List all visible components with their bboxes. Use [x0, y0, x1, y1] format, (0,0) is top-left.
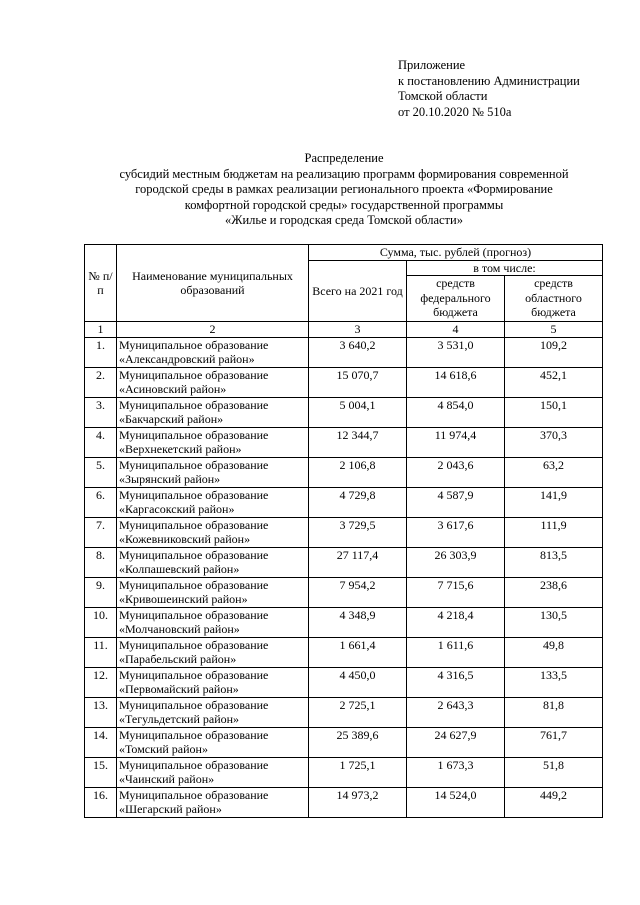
column-number: 3	[309, 322, 407, 338]
row-total: 3 729,5	[309, 517, 407, 547]
appendix-line: от 20.10.2020 № 510а	[398, 104, 512, 119]
title-line: Распределение	[304, 151, 384, 165]
row-name-line2: «Томский район»	[119, 742, 208, 756]
header-federal: средств федерального бюджета	[407, 276, 505, 322]
table-row	[85, 457, 603, 487]
row-name-line1: Муниципальное образование	[119, 607, 269, 622]
row-federal: 4 854,0	[407, 397, 505, 427]
row-federal: 1 611,6	[407, 637, 505, 667]
row-number: 7.	[85, 517, 117, 547]
row-regional: 238,6	[505, 577, 603, 607]
row-name-line1: Муниципальное образование	[119, 577, 269, 592]
row-name-line1: Муниципальное образование	[119, 787, 269, 802]
row-name-line2: «Первомайский район»	[119, 682, 239, 696]
row-number: 11.	[85, 637, 117, 667]
row-number: 12.	[85, 667, 117, 697]
table-row	[85, 727, 603, 757]
row-number: 3.	[85, 397, 117, 427]
row-name-line2: «Бакчарский район»	[119, 412, 224, 426]
row-regional: 109,2	[505, 337, 603, 367]
table-row	[85, 757, 603, 787]
row-total: 12 344,7	[309, 427, 407, 457]
row-number: 16.	[85, 787, 117, 817]
row-name	[117, 727, 309, 757]
table-row	[85, 397, 603, 427]
row-number: 5.	[85, 457, 117, 487]
row-number: 8.	[85, 547, 117, 577]
row-regional: 813,5	[505, 547, 603, 577]
table-row	[85, 487, 603, 517]
row-name-line1: Муниципальное образование	[119, 637, 269, 652]
row-name-line1: Муниципальное образование	[119, 517, 269, 532]
row-name	[117, 367, 309, 397]
row-federal: 1 673,3	[407, 757, 505, 787]
row-name-line1: Муниципальное образование	[119, 547, 269, 562]
table-row	[85, 547, 603, 577]
header-total: Всего на 2021 год	[309, 260, 407, 322]
header-sum: Сумма, тыс. рублей (прогноз)	[309, 245, 603, 261]
row-federal: 2 643,3	[407, 697, 505, 727]
table-row	[85, 667, 603, 697]
row-name-line2: «Колпашевский район»	[119, 562, 240, 576]
row-name-line1: Муниципальное образование	[119, 487, 269, 502]
row-name	[117, 787, 309, 817]
row-name-line2: «Кривошеинский район»	[119, 592, 248, 606]
title-line: городской среды в рамках реализации регионального проекта «Формирование	[135, 182, 553, 196]
header-regional: средств областного бюджета	[505, 276, 603, 322]
row-regional: 150,1	[505, 397, 603, 427]
row-federal: 7 715,6	[407, 577, 505, 607]
row-total: 15 070,7	[309, 367, 407, 397]
row-regional: 761,7	[505, 727, 603, 757]
row-total: 3 640,2	[309, 337, 407, 367]
row-name	[117, 637, 309, 667]
row-name-line2: «Асиновский район»	[119, 382, 227, 396]
row-name-line1: Муниципальное образование	[119, 427, 269, 442]
row-regional: 130,5	[505, 607, 603, 637]
row-name	[117, 547, 309, 577]
row-total: 5 004,1	[309, 397, 407, 427]
row-number: 4.	[85, 427, 117, 457]
table-row	[85, 427, 603, 457]
header-name-text: Наименование муниципальных образований	[132, 268, 293, 297]
appendix-line: Томской области	[398, 89, 488, 103]
column-number: 5	[505, 322, 603, 338]
row-regional: 81,8	[505, 697, 603, 727]
row-total: 25 389,6	[309, 727, 407, 757]
row-name	[117, 487, 309, 517]
table-row	[85, 637, 603, 667]
row-federal: 4 587,9	[407, 487, 505, 517]
row-total: 2 106,8	[309, 457, 407, 487]
document-title	[60, 151, 628, 229]
row-regional: 63,2	[505, 457, 603, 487]
row-total: 1 725,1	[309, 757, 407, 787]
table-row	[85, 337, 603, 367]
row-total: 4 450,0	[309, 667, 407, 697]
row-federal: 3 617,6	[407, 517, 505, 547]
row-name-line2: «Шегарский район»	[119, 802, 222, 816]
row-total: 27 117,4	[309, 547, 407, 577]
row-name-line1: Муниципальное образование	[119, 757, 269, 772]
row-federal: 26 303,9	[407, 547, 505, 577]
row-number: 9.	[85, 577, 117, 607]
row-regional: 370,3	[505, 427, 603, 457]
column-number: 2	[117, 322, 309, 338]
row-total: 7 954,2	[309, 577, 407, 607]
row-name-line2: «Парабельский район»	[119, 652, 237, 666]
row-federal: 4 218,4	[407, 607, 505, 637]
row-name-line2: «Верхнекетский район»	[119, 442, 242, 456]
row-name-line2: «Молчановский район»	[119, 622, 240, 636]
row-regional: 111,9	[505, 517, 603, 547]
table-row	[85, 517, 603, 547]
row-regional: 133,5	[505, 667, 603, 697]
row-federal: 14 524,0	[407, 787, 505, 817]
row-regional: 452,1	[505, 367, 603, 397]
row-name-line1: Муниципальное образование	[119, 727, 269, 742]
row-federal: 11 974,4	[407, 427, 505, 457]
table-row	[85, 697, 603, 727]
row-name-line2: «Зырянский район»	[119, 472, 221, 486]
row-name	[117, 517, 309, 547]
appendix-line: Приложение	[398, 58, 466, 72]
header-including: в том числе:	[407, 260, 603, 276]
row-name	[117, 457, 309, 487]
column-number: 1	[85, 322, 117, 338]
row-regional: 141,9	[505, 487, 603, 517]
row-name-line2: «Александровский район»	[119, 352, 255, 366]
row-number: 14.	[85, 727, 117, 757]
row-name-line1: Муниципальное образование	[119, 367, 269, 382]
column-number: 4	[407, 322, 505, 338]
row-number: 1.	[85, 337, 117, 367]
row-total: 4 729,8	[309, 487, 407, 517]
row-name-line1: Муниципальное образование	[119, 397, 269, 412]
row-name-line2: «Кожевниковский район»	[119, 532, 251, 546]
table-row	[85, 607, 603, 637]
row-name-line2: «Каргасокский район»	[119, 502, 235, 516]
row-federal: 2 043,6	[407, 457, 505, 487]
appendix-line: к постановлению Администрации	[398, 73, 580, 88]
row-name-line2: «Чаинский район»	[119, 772, 215, 786]
row-name	[117, 697, 309, 727]
row-regional: 49,8	[505, 637, 603, 667]
header-num-text: № п/п	[88, 268, 113, 297]
row-name-line1: Муниципальное образование	[119, 667, 269, 682]
row-total: 2 725,1	[309, 697, 407, 727]
row-number: 10.	[85, 607, 117, 637]
appendix-block	[398, 58, 580, 120]
table-row	[85, 787, 603, 817]
row-name	[117, 397, 309, 427]
row-number: 6.	[85, 487, 117, 517]
header-name	[117, 245, 309, 322]
row-total: 1 661,4	[309, 637, 407, 667]
row-name	[117, 337, 309, 367]
row-federal: 4 316,5	[407, 667, 505, 697]
table-row	[85, 367, 603, 397]
row-name-line1: Муниципальное образование	[119, 697, 269, 712]
row-name	[117, 667, 309, 697]
table-row	[85, 577, 603, 607]
row-number: 15.	[85, 757, 117, 787]
row-number: 2.	[85, 367, 117, 397]
title-line: субсидий местным бюджетам на реализацию программ формирования современной	[119, 166, 569, 181]
row-federal: 14 618,6	[407, 367, 505, 397]
row-regional: 449,2	[505, 787, 603, 817]
row-name-line1: Муниципальное образование	[119, 457, 269, 472]
row-name-line1: Муниципальное образование	[119, 337, 269, 352]
row-total: 14 973,2	[309, 787, 407, 817]
row-name	[117, 757, 309, 787]
column-number-row	[85, 322, 603, 338]
title-line: комфортной городской среды» государственной программы	[184, 197, 504, 212]
row-federal: 3 531,0	[407, 337, 505, 367]
row-total: 4 348,9	[309, 607, 407, 637]
row-name	[117, 607, 309, 637]
title-line: «Жилье и городская среда Томской области»	[225, 213, 463, 227]
row-name	[117, 577, 309, 607]
row-name	[117, 427, 309, 457]
subsidy-table	[84, 244, 603, 818]
row-number: 13.	[85, 697, 117, 727]
row-federal: 24 627,9	[407, 727, 505, 757]
row-regional: 51,8	[505, 757, 603, 787]
row-name-line2: «Тегульдетский район»	[119, 712, 240, 726]
header-num	[85, 245, 117, 322]
